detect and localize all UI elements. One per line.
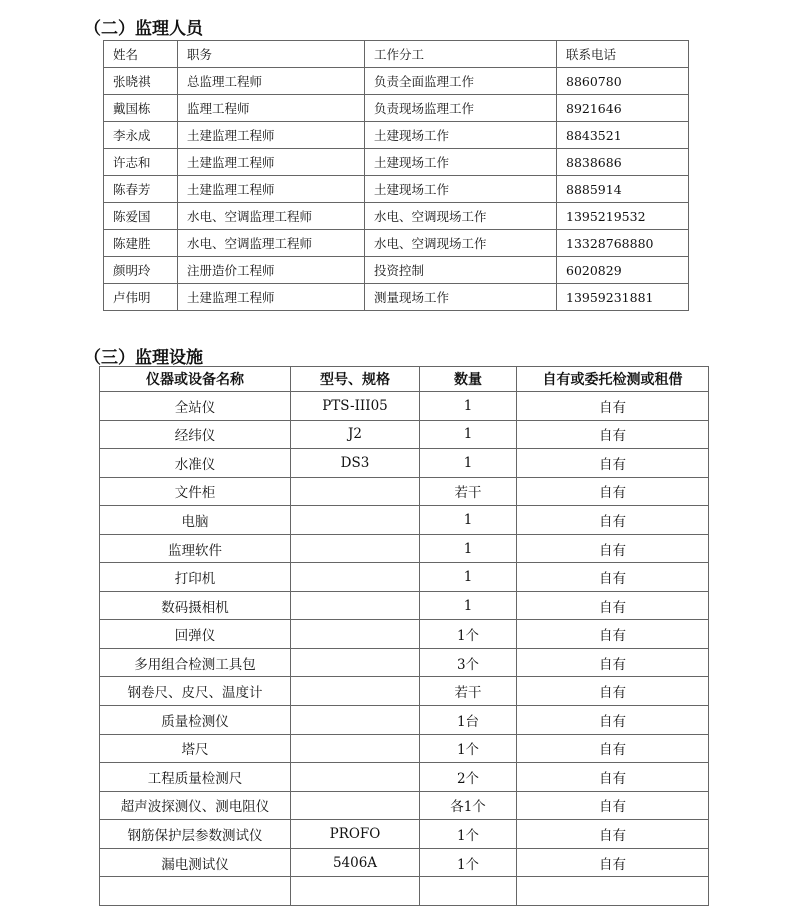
table-cell: 1个	[420, 820, 517, 849]
table-cell: 1台	[420, 706, 517, 735]
table-cell: 自有	[517, 563, 709, 592]
facilities-table	[99, 366, 709, 906]
table-cell: 质量检测仪	[100, 706, 291, 735]
table-cell: 自有	[517, 620, 709, 649]
table-cell: 5406A	[291, 848, 420, 877]
table-cell: 8843521	[557, 122, 689, 149]
table-cell: 自有	[517, 591, 709, 620]
personnel-table	[103, 40, 689, 311]
table-row	[104, 230, 689, 257]
table-cell: 1	[420, 563, 517, 592]
table-cell: 水电、空调监理工程师	[178, 230, 365, 257]
table-row	[100, 648, 709, 677]
table-row	[100, 392, 709, 421]
table-row	[100, 591, 709, 620]
table-cell: 自有	[517, 677, 709, 706]
table-row	[100, 820, 709, 849]
table-cell: J2	[291, 420, 420, 449]
table-cell: 1	[420, 506, 517, 535]
column-header: 姓名	[104, 41, 178, 68]
table-cell	[291, 563, 420, 592]
table-cell: PTS-III05	[291, 392, 420, 421]
table-cell: 8860780	[557, 68, 689, 95]
table-cell: PROFO	[291, 820, 420, 849]
table-row	[100, 677, 709, 706]
table-cell: 13328768880	[557, 230, 689, 257]
section-title-personnel: （二）监理人员	[84, 19, 203, 39]
table-cell: 陈爱国	[104, 203, 178, 230]
table-cell: 数码摄相机	[100, 591, 291, 620]
table-cell: 自有	[517, 706, 709, 735]
table-cell: 1	[420, 534, 517, 563]
table-row	[104, 203, 689, 230]
table-cell: 监理工程师	[178, 95, 365, 122]
table-cell	[100, 877, 291, 906]
table-cell: 1	[420, 420, 517, 449]
column-header: 职务	[178, 41, 365, 68]
table-cell	[291, 506, 420, 535]
table-cell: 测量现场工作	[365, 284, 557, 311]
table-cell: 自有	[517, 820, 709, 849]
table-row	[100, 420, 709, 449]
table-cell: 1	[420, 392, 517, 421]
table-row	[100, 706, 709, 735]
table-row	[104, 176, 689, 203]
column-header: 自有或委托检测或租借	[517, 367, 709, 392]
table-cell: 全站仪	[100, 392, 291, 421]
table-cell: 卢伟明	[104, 284, 178, 311]
table-row	[104, 122, 689, 149]
table-cell: 1395219532	[557, 203, 689, 230]
table-cell: 土建现场工作	[365, 176, 557, 203]
table-cell: 自有	[517, 392, 709, 421]
table-cell: 许志和	[104, 149, 178, 176]
table-cell: 经纬仪	[100, 420, 291, 449]
table-cell: 文件柜	[100, 477, 291, 506]
table-cell: 注册造价工程师	[178, 257, 365, 284]
table-row	[104, 68, 689, 95]
table-cell: 2个	[420, 763, 517, 792]
table-cell	[291, 877, 420, 906]
table-cell	[291, 477, 420, 506]
table-cell: 若干	[420, 677, 517, 706]
table-cell	[291, 620, 420, 649]
table-cell: 多用组合检测工具包	[100, 648, 291, 677]
table-cell: 总监理工程师	[178, 68, 365, 95]
table-cell	[291, 677, 420, 706]
table-cell: 自有	[517, 734, 709, 763]
table-cell: 戴国栋	[104, 95, 178, 122]
table-cell: 水电、空调现场工作	[365, 230, 557, 257]
table-cell: 若干	[420, 477, 517, 506]
table-row	[104, 257, 689, 284]
table-cell: 土建监理工程师	[178, 149, 365, 176]
section-title-facilities: （三）监理设施	[84, 348, 203, 368]
table-cell: 打印机	[100, 563, 291, 592]
table-cell: 自有	[517, 848, 709, 877]
table-row	[100, 534, 709, 563]
column-header: 工作分工	[365, 41, 557, 68]
table-cell: 颜明玲	[104, 257, 178, 284]
table-row	[100, 877, 709, 906]
table-cell: 13959231881	[557, 284, 689, 311]
table-cell: 塔尺	[100, 734, 291, 763]
table-cell: 自有	[517, 534, 709, 563]
table-cell: 自有	[517, 449, 709, 478]
table-cell: 自有	[517, 791, 709, 820]
table-row	[100, 563, 709, 592]
table-cell: 监理软件	[100, 534, 291, 563]
table-row	[100, 848, 709, 877]
table-row	[100, 763, 709, 792]
table-cell: 钢筋保护层参数测试仪	[100, 820, 291, 849]
table-cell: 负责全面监理工作	[365, 68, 557, 95]
table-row	[104, 284, 689, 311]
table-cell: 土建监理工程师	[178, 176, 365, 203]
table-row	[104, 95, 689, 122]
table-cell: 土建现场工作	[365, 149, 557, 176]
table-cell: 1个	[420, 620, 517, 649]
table-row	[100, 791, 709, 820]
table-cell: 3个	[420, 648, 517, 677]
table-cell: 1	[420, 591, 517, 620]
table-cell	[517, 877, 709, 906]
table-row	[104, 149, 689, 176]
table-cell: 6020829	[557, 257, 689, 284]
table-cell: 土建监理工程师	[178, 122, 365, 149]
table-row	[100, 477, 709, 506]
table-cell	[291, 706, 420, 735]
table-cell: 陈春芳	[104, 176, 178, 203]
table-cell: 投资控制	[365, 257, 557, 284]
table-row	[100, 506, 709, 535]
table-cell: 陈建胜	[104, 230, 178, 257]
column-header: 数量	[420, 367, 517, 392]
table-cell: 8838686	[557, 149, 689, 176]
table-cell: 自有	[517, 506, 709, 535]
table-cell: 自有	[517, 477, 709, 506]
table-cell: 李永成	[104, 122, 178, 149]
column-header: 联系电话	[557, 41, 689, 68]
table-cell: 水准仪	[100, 449, 291, 478]
column-header: 型号、规格	[291, 367, 420, 392]
table-cell	[291, 763, 420, 792]
table-cell: 1	[420, 449, 517, 478]
table-cell: 水电、空调现场工作	[365, 203, 557, 230]
table-header-row	[100, 367, 709, 392]
table-cell: 回弹仪	[100, 620, 291, 649]
table-cell: 1个	[420, 848, 517, 877]
table-cell	[291, 791, 420, 820]
table-cell: 1个	[420, 734, 517, 763]
table-cell: 水电、空调监理工程师	[178, 203, 365, 230]
table-cell	[291, 534, 420, 563]
table-cell: 负责现场监理工作	[365, 95, 557, 122]
table-cell: 8921646	[557, 95, 689, 122]
table-cell: 8885914	[557, 176, 689, 203]
table-cell: 钢卷尺、皮尺、温度计	[100, 677, 291, 706]
table-header-row	[104, 41, 689, 68]
table-cell	[291, 591, 420, 620]
table-row	[100, 620, 709, 649]
table-cell	[291, 648, 420, 677]
table-cell: 张晓祺	[104, 68, 178, 95]
table-row	[100, 734, 709, 763]
table-cell: 漏电测试仪	[100, 848, 291, 877]
column-header: 仪器或设备名称	[100, 367, 291, 392]
table-cell: 自有	[517, 420, 709, 449]
table-cell	[420, 877, 517, 906]
table-row	[100, 449, 709, 478]
table-cell: 土建监理工程师	[178, 284, 365, 311]
table-cell: 自有	[517, 648, 709, 677]
table-cell: 自有	[517, 763, 709, 792]
table-cell: 土建现场工作	[365, 122, 557, 149]
table-cell: 各1个	[420, 791, 517, 820]
table-cell: 工程质量检测尺	[100, 763, 291, 792]
table-cell: 超声波探测仪、测电阻仪	[100, 791, 291, 820]
table-cell	[291, 734, 420, 763]
table-cell: DS3	[291, 449, 420, 478]
table-cell: 电脑	[100, 506, 291, 535]
